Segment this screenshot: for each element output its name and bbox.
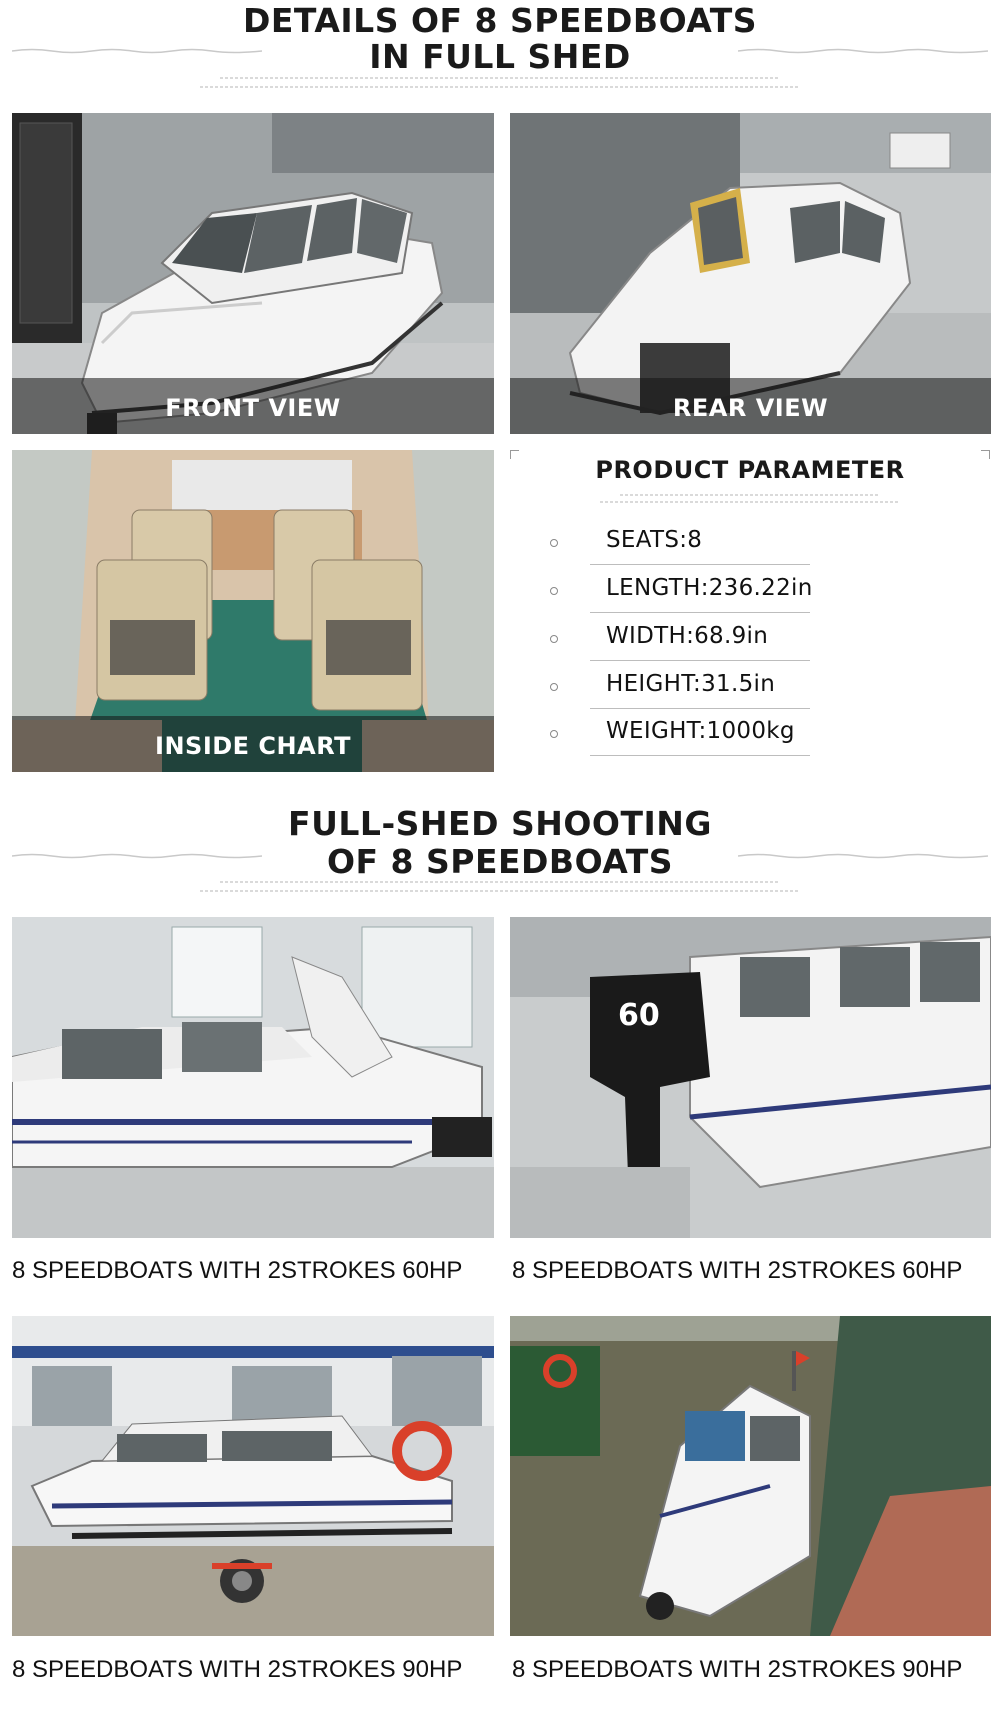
gallery-photo-3 (12, 1316, 494, 1636)
parameter-seats: SEATS:8 (606, 527, 703, 553)
section1-title-line1: DETAILS OF 8 SPEEDBOATS (242, 1, 758, 40)
left-divider-ornament (12, 852, 262, 860)
bullet-icon (550, 539, 558, 547)
parameter-divider (590, 708, 810, 709)
rear-view-photo (510, 113, 991, 434)
parameter-length: LENGTH:236.22in (606, 575, 813, 601)
parameter-row-seats (550, 521, 840, 565)
right-divider-ornament (738, 47, 988, 55)
inside-chart-label: INSIDE CHART (155, 732, 351, 760)
rear-view-label: REAR VIEW (672, 394, 829, 422)
decorative-microtext (200, 878, 800, 898)
front-view-photo (12, 113, 494, 434)
section1-title-line2: IN FULL SHED (369, 37, 631, 76)
parameter-microtext (600, 492, 900, 510)
decorative-microtext (200, 74, 800, 94)
bullet-icon (550, 635, 558, 643)
parameter-row-height (550, 665, 840, 709)
right-divider-ornament (738, 852, 988, 860)
parameter-weight: WEIGHT:1000kg (606, 718, 795, 744)
gallery-caption-2: 8 SPEEDBOATS WITH 2STROKES 60HP (512, 1257, 963, 1284)
gallery-photo-1 (12, 917, 494, 1238)
left-divider-ornament (12, 47, 262, 55)
gallery-caption-4: 8 SPEEDBOATS WITH 2STROKES 90HP (512, 1656, 963, 1683)
gallery-caption-3: 8 SPEEDBOATS WITH 2STROKES 90HP (12, 1656, 463, 1683)
bullet-icon (550, 683, 558, 691)
engine-badge: 60 (618, 998, 660, 1033)
parameter-title: PRODUCT PARAMETER (595, 456, 905, 484)
inside-chart-photo (12, 450, 494, 772)
parameter-row-width (550, 617, 840, 661)
gallery-caption-1: 8 SPEEDBOATS WITH 2STROKES 60HP (12, 1257, 463, 1284)
bullet-icon (550, 587, 558, 595)
parameter-divider (590, 660, 810, 661)
parameter-width: WIDTH:68.9in (606, 623, 769, 649)
parameter-divider (590, 612, 810, 613)
parameter-row-length (550, 569, 840, 613)
product-parameter-panel (510, 450, 990, 772)
gallery-photo-2 (510, 917, 991, 1238)
gallery-photo-4 (510, 1316, 991, 1636)
parameter-row-weight (550, 712, 840, 756)
parameter-height: HEIGHT:31.5in (606, 671, 776, 697)
section2-title-line1: FULL-SHED SHOOTING (288, 804, 712, 843)
bullet-icon (550, 730, 558, 738)
parameter-divider (590, 755, 810, 756)
front-view-label: FRONT VIEW (165, 394, 341, 422)
parameter-divider (590, 564, 810, 565)
section2-title-line2: OF 8 SPEEDBOATS (326, 842, 674, 881)
